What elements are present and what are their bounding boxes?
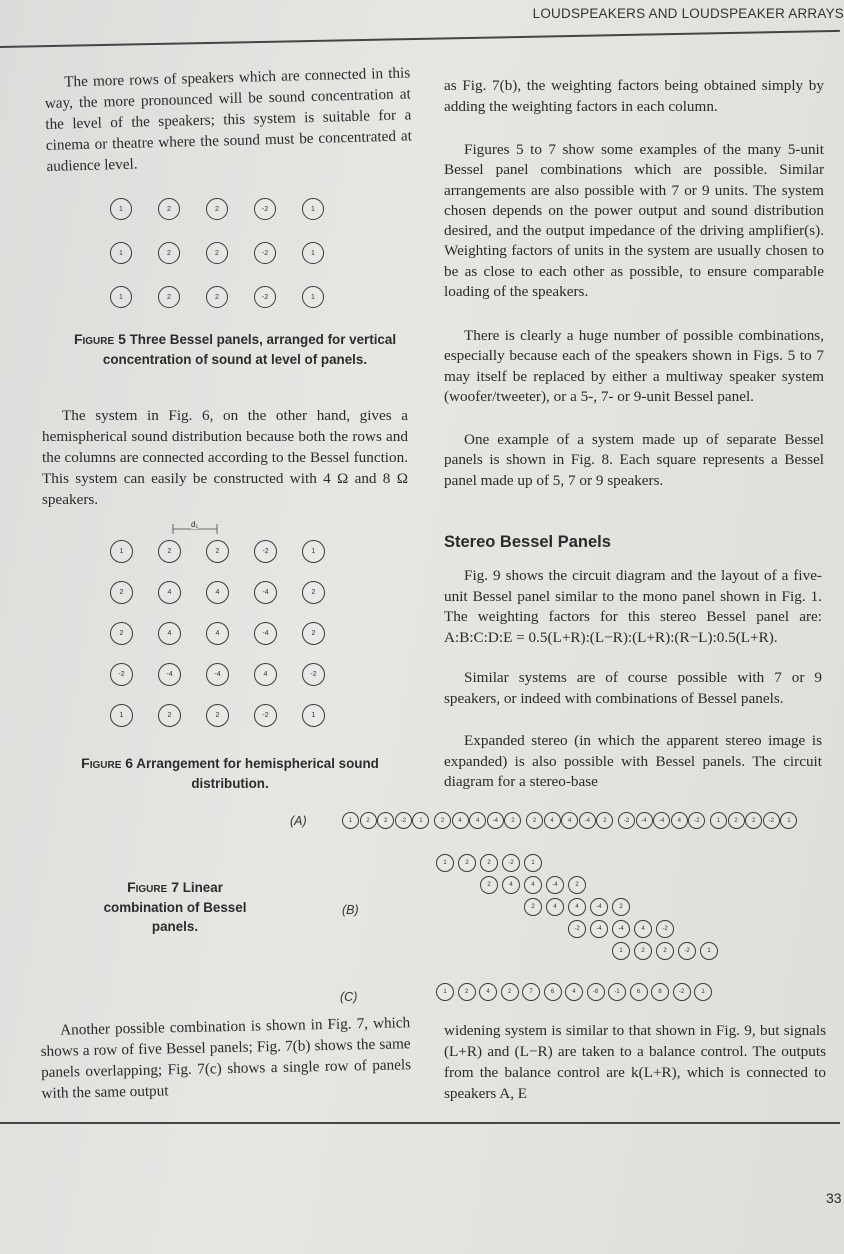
figure-7-row-c — [436, 983, 736, 1003]
speaker-circle: -2 — [673, 983, 691, 1001]
speaker-circle: 4 — [158, 622, 181, 645]
figure-7-label-b: (B) — [342, 903, 359, 917]
speaker-circle: -2 — [254, 540, 277, 563]
speaker-circle: 4 — [671, 812, 688, 829]
speaker-circle: 2 — [158, 198, 180, 220]
speaker-circle: 4 — [524, 876, 542, 894]
speaker-circle: -2 — [678, 942, 696, 960]
speaker-circle: 1 — [710, 812, 727, 829]
speaker-circle: 8 — [651, 983, 669, 1001]
speaker-circle: 4 — [206, 581, 229, 604]
speaker-circle: -2 — [688, 812, 705, 829]
speaker-circle: 2 — [377, 812, 394, 829]
speaker-circle: 2 — [206, 286, 228, 308]
speaker-circle: 6 — [630, 983, 648, 1001]
speaker-circle: 2 — [596, 812, 613, 829]
speaker-circle: 4 — [546, 898, 564, 916]
speaker-circle: -2 — [618, 812, 635, 829]
speaker-circle: 1 — [412, 812, 429, 829]
speaker-circle: -1 — [608, 983, 626, 1001]
speaker-circle: 2 — [526, 812, 543, 829]
left-paragraph-1: The more rows of speakers which are connected in this way, the more pronounced will be sound concentration at the level of the speakers; this system is suitable for a cinema or theatre where the sound must be concentrated at audience level. — [44, 64, 413, 175]
speaker-circle: 4 — [568, 898, 586, 916]
figure-6-grid — [110, 540, 340, 735]
speaker-circle: -2 — [656, 920, 674, 938]
speaker-circle: 1 — [302, 540, 325, 563]
figure-7-caption-text: Linear combination of Bessel panels. — [103, 880, 247, 934]
right-paragraph-6: Similar systems are of course possible with 7 or 9 speakers, or indeed with combinations of Bessel panels. — [444, 669, 822, 707]
left-paragraph-2: The system in Fig. 6, on the other hand, gives a hemispherical sound distribution because both the rows and the columns are connected according to the Bessel function. This system can easily be constructed with 4 Ω and 8 Ω speakers. — [42, 407, 408, 508]
running-header: LOUDSPEAKERS AND LOUDSPEAKER ARRAYS — [532, 6, 844, 21]
speaker-circle: 2 — [656, 942, 674, 960]
speaker-circle: -2 — [254, 242, 276, 264]
speaker-circle: 4 — [561, 812, 578, 829]
speaker-circle: 2 — [458, 854, 476, 872]
figure-5-caption-text: Three Bessel panels, arranged for vertical concentration of sound at level of panels. — [102, 332, 397, 367]
speaker-circle: -4 — [546, 876, 564, 894]
right-paragraph-4: One example of a system made up of separate Bessel panels is shown in Fig. 8. Each square represents a Bessel panel made up of 5, 7 or 9 speakers. — [444, 431, 824, 489]
figure-6-caption — [60, 754, 400, 793]
speaker-circle: 2 — [634, 942, 652, 960]
speaker-circle: 2 — [206, 704, 229, 727]
speaker-circle: 2 — [504, 812, 521, 829]
speaker-circle: 1 — [110, 242, 132, 264]
speaker-circle: -2 — [502, 854, 520, 872]
speaker-circle: -4 — [653, 812, 670, 829]
speaker-circle: 2 — [158, 540, 181, 563]
speaker-circle: 2 — [524, 898, 542, 916]
speaker-circle: -2 — [110, 663, 133, 686]
speaker-circle: 4 — [254, 663, 277, 686]
speaker-circle: 4 — [452, 812, 469, 829]
speaker-circle: 1 — [110, 704, 133, 727]
speaker-circle: 7 — [522, 983, 540, 1001]
speaker-circle: -4 — [487, 812, 504, 829]
speaker-circle: 1 — [302, 242, 324, 264]
speaker-circle: 4 — [544, 812, 561, 829]
speaker-circle: 1 — [342, 812, 359, 829]
figure-5-label: Figure 5 — [73, 331, 126, 347]
speaker-circle: 1 — [110, 198, 132, 220]
speaker-circle: 1 — [110, 540, 133, 563]
footer-rule — [0, 1122, 840, 1124]
speaker-circle: 4 — [206, 622, 229, 645]
speaker-circle: -4 — [590, 898, 608, 916]
right-paragraph-8: widening system is similar to that shown in Fig. 9, but signals (L+R) and (L−R) are taken to a balance control. The outputs from the balance control are k(L+R), which is connected to speakers A, E — [444, 1022, 826, 1102]
speaker-circle: 2 — [206, 242, 228, 264]
speaker-circle: 2 — [158, 286, 180, 308]
speaker-circle: 1 — [524, 854, 542, 872]
figure-6-dimension — [170, 522, 220, 536]
speaker-circle: -4 — [579, 812, 596, 829]
figure-6-caption-text: Arrangement for hemispherical sound distribution. — [136, 756, 379, 791]
speaker-circle: -4 — [590, 920, 608, 938]
section-heading-stereo: Stereo Bessel Panels — [444, 533, 611, 551]
header-rule — [0, 30, 840, 48]
speaker-circle: 1 — [302, 286, 324, 308]
speaker-circle: -4 — [636, 812, 653, 829]
figure-7-label: Figure 7 — [127, 879, 179, 895]
speaker-circle: -8 — [587, 983, 605, 1001]
speaker-circle: 2 — [434, 812, 451, 829]
speaker-circle: 1 — [110, 286, 132, 308]
figure-6-label: Figure 6 — [81, 755, 134, 771]
speaker-circle: 1 — [700, 942, 718, 960]
speaker-circle: 2 — [206, 198, 228, 220]
speaker-circle: 2 — [302, 622, 325, 645]
speaker-circle: -2 — [302, 663, 325, 686]
speaker-circle: 4 — [469, 812, 486, 829]
figure-6-dim-label: d₁ — [191, 520, 199, 529]
left-paragraph-3: Another possible combination is shown in Fig. 7, which shows a row of five Bessel panels; Fig. 7(b) shows the same panels overlapping; Fig. 7(c) shows a single row of panels with the same output — [40, 1014, 412, 1102]
figure-7-label-c: (C) — [340, 990, 358, 1004]
speaker-circle: -2 — [254, 198, 276, 220]
speaker-circle: 2 — [158, 704, 181, 727]
speaker-circle: -4 — [612, 920, 630, 938]
speaker-circle: 1 — [780, 812, 797, 829]
figure-5-grid — [110, 198, 340, 316]
speaker-circle: 1 — [436, 854, 454, 872]
speaker-circle: -2 — [568, 920, 586, 938]
speaker-circle: 1 — [302, 704, 325, 727]
speaker-circle: -4 — [206, 663, 229, 686]
speaker-circle: 2 — [302, 581, 325, 604]
speaker-circle: -2 — [254, 286, 276, 308]
right-paragraph-1: as Fig. 7(b), the weighting factors being obtained simply by adding the weighting factors in each column. — [444, 77, 824, 115]
figure-7-row-a — [342, 812, 822, 832]
speaker-circle: 4 — [565, 983, 583, 1001]
speaker-circle: 2 — [458, 983, 476, 1001]
speaker-circle: 4 — [502, 876, 520, 894]
speaker-circle: -2 — [254, 704, 277, 727]
figure-7-caption — [90, 878, 260, 937]
right-paragraph-3: There is clearly a huge number of possible combinations, especially because each of the speakers shown in Figs. 5 to 7 may itself be replaced by either a multiway speaker system (woofer/tweeter), or a 5-, 7- or 9-unit Bessel panel. — [444, 327, 824, 405]
speaker-circle: -2 — [763, 812, 780, 829]
speaker-circle: 1 — [302, 198, 324, 220]
speaker-circle: -2 — [395, 812, 412, 829]
speaker-circle: 1 — [612, 942, 630, 960]
speaker-circle: 2 — [110, 622, 133, 645]
right-paragraph-7: Expanded stereo (in which the apparent stereo image is expanded) is also possible with Bessel panels. The circuit diagram for a stereo-base — [444, 732, 822, 791]
speaker-circle: 6 — [544, 983, 562, 1001]
speaker-circle: 1 — [694, 983, 712, 1001]
page-number: 33 — [826, 1190, 842, 1206]
speaker-circle: -4 — [254, 622, 277, 645]
figure-7-label-a: (A) — [290, 814, 307, 828]
right-paragraph-5: Fig. 9 shows the circuit diagram and the layout of a five-unit Bessel panel similar to the mono panel shown in Fig. 1. The weighting factors for this stereo Bessel panel are: A:B:C:D:E = 0.5(L+R):(L−R):(L+R):(R−L):0.5(L+R). — [444, 567, 822, 646]
speaker-circle: 2 — [110, 581, 133, 604]
speaker-circle: 1 — [436, 983, 454, 1001]
speaker-circle: 2 — [612, 898, 630, 916]
speaker-circle: 4 — [634, 920, 652, 938]
speaker-circle: 2 — [480, 854, 498, 872]
speaker-circle: 2 — [728, 812, 745, 829]
figure-7-rows-b — [436, 854, 726, 962]
right-paragraph-2: Figures 5 to 7 show some examples of the many 5-unit Bessel panel combinations which are possible. Similar arrangements are also possible with 7 or 9 units. The system chosen depends on the power output and sound distribution desired, and the output impedance of the driving amplifier(s). Weighting factors of units in the system are usually chosen to be as close to each other as possible, to ensure comparable loading of the speakers. — [444, 141, 824, 301]
speaker-circle: 2 — [360, 812, 377, 829]
speaker-circle: 4 — [158, 581, 181, 604]
speaker-circle: 2 — [745, 812, 762, 829]
speaker-circle: 2 — [480, 876, 498, 894]
figure-5-caption — [60, 330, 410, 369]
speaker-circle: 2 — [158, 242, 180, 264]
speaker-circle: 2 — [501, 983, 519, 1001]
speaker-circle: 2 — [206, 540, 229, 563]
speaker-circle: -4 — [254, 581, 277, 604]
speaker-circle: 4 — [479, 983, 497, 1001]
speaker-circle: -4 — [158, 663, 181, 686]
speaker-circle: 2 — [568, 876, 586, 894]
